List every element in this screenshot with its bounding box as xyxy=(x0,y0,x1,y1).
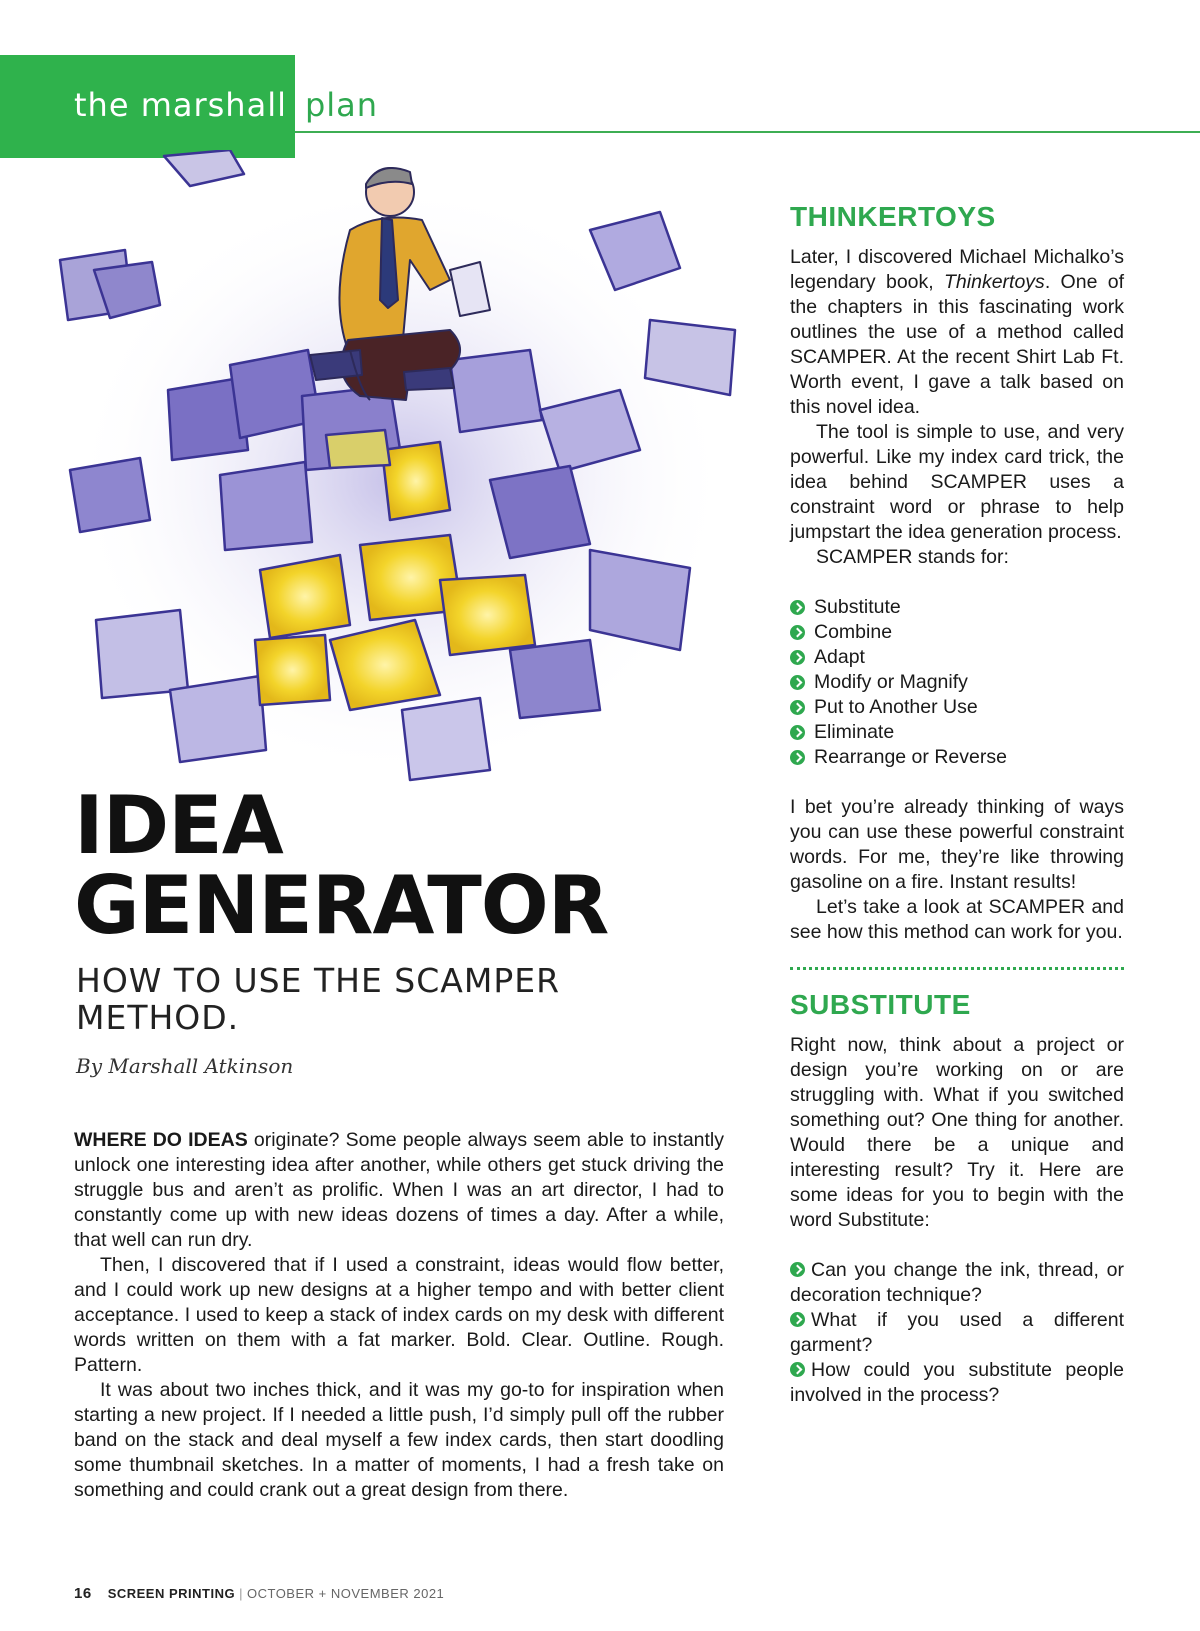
page-number: 16 xyxy=(74,1585,92,1602)
section-header-rule xyxy=(295,131,1200,133)
arrow-bullet-icon xyxy=(790,700,805,715)
list-item-label: Rearrange or Reverse xyxy=(814,746,1007,768)
scamper-list xyxy=(790,595,1124,770)
article-illustration xyxy=(30,150,790,830)
arrow-bullet-icon xyxy=(790,750,805,765)
glowing-paper xyxy=(255,635,330,705)
list-item-label: How could you substitute people involved in the process? xyxy=(790,1359,1124,1406)
list-item xyxy=(790,1358,1124,1408)
section-title-word-1: the marshall xyxy=(74,86,287,124)
sidebar-paragraph-1 xyxy=(790,245,1124,420)
list-item xyxy=(790,595,1124,620)
article-body xyxy=(74,1128,724,1503)
list-item-label: Put to Another Use xyxy=(814,696,978,718)
arrow-bullet-icon xyxy=(790,1362,805,1377)
sidebar-paragraph-6: Right now, think about a project or design you’re working on or are struggling with. What if you switched something out? One thing for another. Would there be a unique and interesting result? Try it. Here are some ideas for you to begin with the word Substitute: xyxy=(790,1034,1124,1231)
list-item-label: Can you change the ink, thread, or decoration technique? xyxy=(790,1259,1124,1306)
body-paragraph-1 xyxy=(74,1128,724,1253)
footer-separator: | xyxy=(239,1586,243,1601)
page-footer xyxy=(74,1585,444,1602)
list-item-label: Substitute xyxy=(814,596,901,618)
list-item xyxy=(790,745,1124,770)
paper-sheet xyxy=(510,640,600,718)
dotted-divider xyxy=(790,967,1124,970)
sidebar-paragraph-3: SCAMPER stands for: xyxy=(816,546,1009,568)
paper-sheet xyxy=(164,150,244,186)
list-item xyxy=(790,620,1124,645)
arrow-bullet-icon xyxy=(790,725,805,740)
article-byline: By Marshall Atkinson xyxy=(76,1054,294,1078)
substitute-questions-list xyxy=(790,1258,1124,1408)
list-item xyxy=(790,695,1124,720)
arrow-bullet-icon xyxy=(790,1262,805,1277)
intro-text: originate? Some people always seem able to instantly unlock one interesting idea after another, while others get stuck driving the struggle bus and aren’t as prolific. When I was an art director, I had to constantly come up with new ideas dozens of times a day. After a while, that well can run dry. xyxy=(74,1129,725,1251)
list-item xyxy=(790,720,1124,745)
bulb-base-paper xyxy=(326,430,390,468)
sidebar-column xyxy=(790,201,1125,1408)
list-item xyxy=(790,1308,1124,1358)
arrow-bullet-icon xyxy=(790,650,805,665)
sidebar-p1-part-a: Later, I discovered Michael Michalko’s legendary book, xyxy=(790,246,1124,293)
arrow-bullet-icon xyxy=(790,675,805,690)
list-item-label: Eliminate xyxy=(814,721,895,743)
body-paragraph-2: Then, I discovered that if I used a constraint, ideas would flow better, and I could work up new designs at a higher tempo and with better client acceptance. I used to keep a stack of index cards on my desk with different words written on them with a fat marker. Bold. Clear. Outline. Rough. Pattern. xyxy=(74,1254,724,1376)
list-item-label: Modify or Magnify xyxy=(814,671,968,693)
sidebar-paragraph-2: The tool is simple to use, and very powerful. Like my index card trick, the idea behind SCAMPER uses a constraint word or phrase to help jumpstart the idea generation process. xyxy=(790,421,1124,543)
paper-sheet xyxy=(70,458,150,532)
list-item xyxy=(790,1258,1124,1308)
sidebar-p1-part-b: . One of the chapters in this fascinating work outlines the use of a method called SCAMPER. At the recent Shirt Lab Ft. Worth event, I gave a talk based on this novel idea. xyxy=(790,271,1125,418)
arrow-bullet-icon xyxy=(790,1312,805,1327)
paper-sheet xyxy=(170,676,266,762)
list-item-label: Combine xyxy=(814,621,893,643)
paper-sheet xyxy=(220,462,312,550)
article-headline xyxy=(74,779,609,952)
headline-line-1: IDEA xyxy=(74,779,283,872)
glowing-paper xyxy=(382,442,450,520)
arrow-bullet-icon xyxy=(790,625,805,640)
section-title-word-2: plan xyxy=(304,86,379,124)
sidebar-paragraph-5: Let’s take a look at SCAMPER and see how this method can work for you. xyxy=(790,896,1124,943)
heading-thinkertoys: THINKERTOYS xyxy=(790,201,996,232)
paper-sheet xyxy=(96,610,188,698)
book-title: Thinkertoys xyxy=(944,271,1045,293)
glowing-paper xyxy=(440,575,535,655)
body-paragraph-3: It was about two inches thick, and it was my go-to for inspiration when starting a new project. If I needed a little push, I’d simply pull off the rubber band on the stack and deal myself a few index cards, then start doodling some thumbnail sketches. In a matter of moments, I had a fresh take on something and could crank out a great design from there. xyxy=(74,1379,724,1501)
article-subhead: HOW TO USE THE SCAMPER METHOD. xyxy=(76,961,560,1037)
magazine-name: SCREEN PRINTING xyxy=(107,1586,236,1601)
section-title xyxy=(74,86,378,124)
glowing-paper xyxy=(260,555,350,638)
issue-date: OCTOBER + NOVEMBER 2021 xyxy=(246,1586,445,1601)
list-item-label: What if you used a different garment? xyxy=(790,1309,1124,1356)
list-item xyxy=(790,670,1124,695)
paper-sheet xyxy=(450,350,542,432)
intro-lead-in: WHERE DO IDEAS xyxy=(74,1129,248,1151)
list-item-label: Adapt xyxy=(814,646,865,668)
arrow-bullet-icon xyxy=(790,600,805,615)
headline-line-2: GENERATOR xyxy=(74,859,609,952)
heading-substitute: SUBSTITUTE xyxy=(790,989,971,1020)
sidebar-paragraph-4: I bet you’re already thinking of ways you can use these powerful constraint words. For me, they’re like throwing gasoline on a fire. Instant results! xyxy=(790,796,1124,893)
list-item xyxy=(790,645,1124,670)
paper-sheet xyxy=(402,698,490,780)
